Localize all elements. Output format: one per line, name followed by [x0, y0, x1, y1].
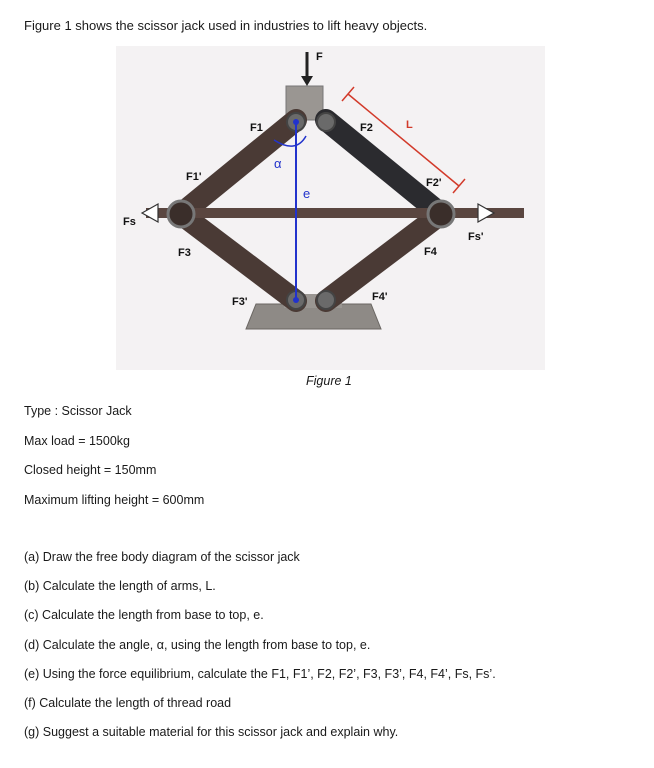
spec-max-load: Max load = 1500kg — [24, 433, 130, 448]
label-F: F — [316, 51, 323, 63]
scissor-jack-diagram — [116, 46, 545, 370]
question-c: (c) Calculate the length from base to top, e. — [24, 608, 264, 623]
pivot-bottom-right — [317, 291, 335, 309]
label-F3: F3 — [178, 247, 191, 259]
spec-type: Type : Scissor Jack — [24, 404, 132, 418]
question-f: (f) Calculate the length of thread road — [24, 695, 232, 710]
label-F1-prime: F1' — [186, 171, 202, 183]
scissor-jack-figure — [116, 46, 545, 370]
arm-lower-left — [181, 214, 296, 301]
spec-max-lifting-height: Maximum lifting height = 600mm — [24, 492, 205, 507]
label-F2-prime: F2' — [426, 177, 442, 189]
pivot-left — [168, 201, 194, 227]
label-alpha: α — [274, 156, 282, 171]
label-e: e — [303, 186, 311, 201]
length-tick — [342, 87, 354, 101]
question-e: (e) Using the force equilibrium, calculate the F1, F1’, F2, F2’, F3, F3’, F4, F4’, Fs, Fs’. — [24, 666, 496, 681]
label-L: L — [406, 119, 413, 131]
label-F4-prime: F4' — [372, 291, 388, 303]
question-list — [24, 550, 496, 754]
label-F1: F1 — [250, 122, 263, 134]
spec-list — [24, 404, 204, 522]
label-F3-prime: F3' — [232, 296, 248, 308]
figure-caption: Figure 1 — [306, 374, 352, 388]
force-Fs-arrowhead — [142, 204, 158, 222]
label-Fs: Fs — [123, 216, 136, 228]
question-b: (b) Calculate the length of arms, L. — [24, 579, 216, 594]
question-d: (d) Calculate the angle, α, using the length from base to top, e. — [24, 637, 371, 652]
intro-text: Figure 1 shows the scissor jack used in industries to lift heavy objects. — [24, 18, 428, 33]
length-tick — [453, 179, 465, 193]
force-F-arrowhead — [301, 76, 313, 86]
label-Fs-prime: Fs' — [468, 231, 484, 243]
label-F4: F4 — [424, 246, 437, 258]
spec-closed-height: Closed height = 150mm — [24, 463, 157, 477]
pivot-right — [428, 201, 454, 227]
question-a: (a) Draw the free body diagram of the scissor jack — [24, 550, 300, 564]
pivot-top-right — [317, 113, 335, 131]
thread-rod — [146, 208, 524, 218]
arm-upper-right — [326, 120, 441, 214]
label-F2: F2 — [360, 122, 373, 134]
force-Fsp-arrowhead — [478, 204, 494, 222]
question-g: (g) Suggest a suitable material for this scissor jack and explain why. — [24, 725, 399, 740]
